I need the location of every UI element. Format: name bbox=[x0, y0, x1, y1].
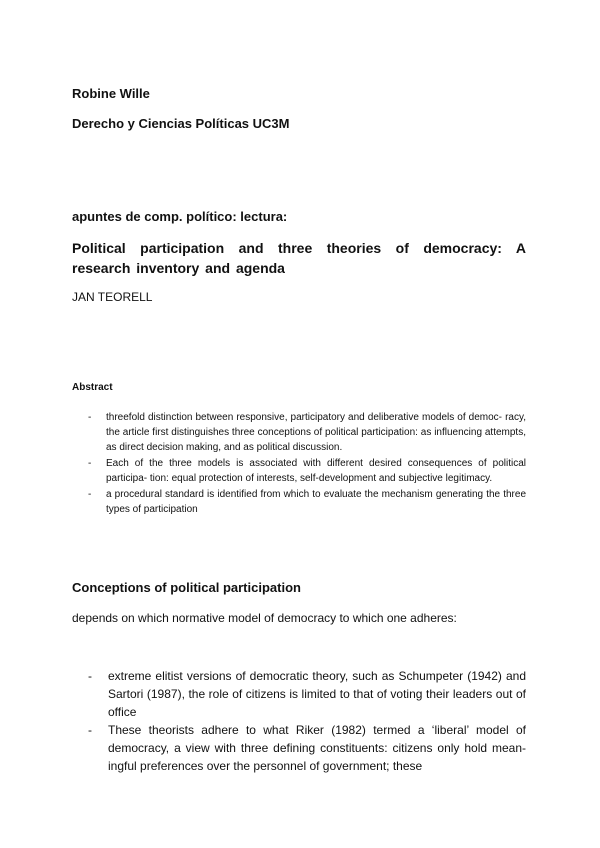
list-item bbox=[86, 456, 526, 486]
author-name: Robine Wille bbox=[72, 86, 150, 101]
section-heading: Conceptions of political participation bbox=[72, 580, 301, 595]
abstract-heading: Abstract bbox=[72, 382, 113, 393]
list-item-text: extreme elitist versions of democratic theory, such as Schumpeter (1942) and Sartori (1987), the role of citizens is limited to that of voting their leaders out of office bbox=[108, 669, 526, 719]
abstract-list bbox=[86, 410, 526, 518]
section-label: apuntes de comp. político: lectura: bbox=[72, 209, 288, 224]
affiliation: Derecho y Ciencias Políticas UC3M bbox=[72, 116, 290, 131]
list-item-text: a procedural standard is identified from which to evaluate the mechanism generating the three types of participation bbox=[106, 489, 526, 515]
list-item-text: threefold distinction between responsive, participatory and deliberative models of democ- racy, the article first distinguishes three conceptions of political participation: as influencing attempts, as direct decision making, and as political discussion. bbox=[106, 412, 526, 453]
paper-title: Political participation and three theories of democracy: A research inventory and agenda bbox=[72, 240, 526, 276]
list-item bbox=[86, 487, 526, 517]
bullet-dash: - bbox=[88, 669, 92, 683]
list-item bbox=[86, 667, 526, 721]
list-item-text: Each of the three models is associated with different desired consequences of political participa- tion: equal protection of interests, self-development and subjective legitimacy. bbox=[106, 458, 526, 484]
bullet-dash: - bbox=[88, 723, 92, 737]
paper-author: JAN TEORELL bbox=[72, 290, 153, 304]
list-item bbox=[86, 721, 526, 775]
bullet-dash: - bbox=[88, 489, 92, 500]
list-item bbox=[86, 410, 526, 455]
section-intro: depends on which normative model of democracy to which one adheres: bbox=[72, 611, 457, 625]
bullet-dash: - bbox=[88, 458, 92, 469]
bullet-dash: - bbox=[88, 412, 92, 423]
list-item-text: These theorists adhere to what Riker (1982) termed a ‘liberal’ model of democracy, a view with three defining constituents: citizens only hold mean- ingful preferences over the personnel of government; these bbox=[108, 723, 526, 773]
conceptions-list bbox=[86, 667, 526, 775]
